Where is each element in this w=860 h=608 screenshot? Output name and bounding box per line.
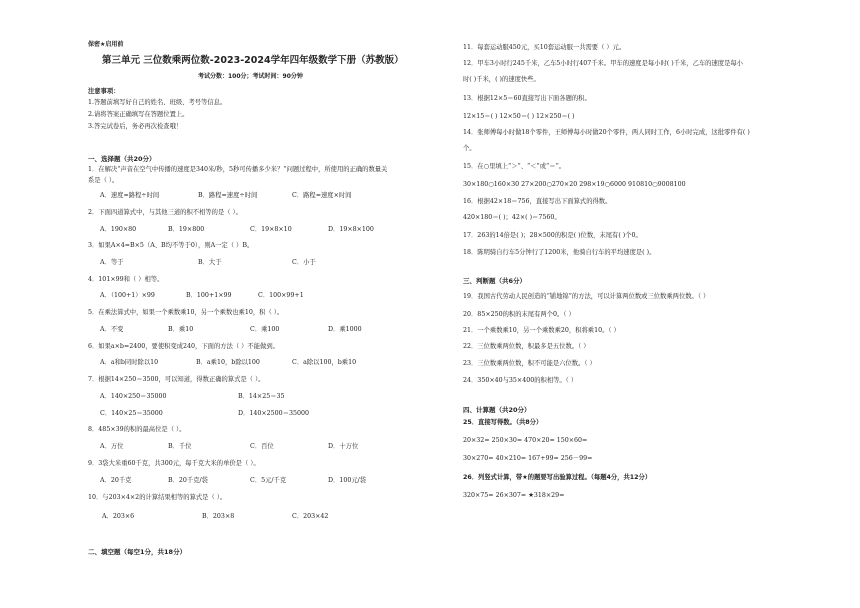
calc-row: 20×32= 250×30= 470×20= 150×60= — [463, 437, 588, 444]
judge-line: 19．我国古代劳动人民创造的“铺地锦”的方法，可以计算两位数或三位数乘两位数。（ ） — [463, 293, 710, 300]
option: A．203×6 — [102, 513, 135, 520]
judge-line: 22．三位数乘两位数，积最多是五位数。（ ） — [463, 343, 590, 350]
fill-line: 18．陈明骑自行车5分钟行了1200米，他骑自行车的平均速度是( )。 — [463, 249, 656, 256]
fill-line: 17．263的14倍是( )；28×500的积是( )位数，末尾有( )个0。 — [463, 232, 642, 239]
fill-line: 12×15＝( ) 12×50＝( ) 12×250＝( ) — [463, 113, 575, 120]
option: A．（100+1）×99 — [100, 292, 155, 299]
exam-info: 考试分数：100分；考试时间：90分钟 — [198, 73, 303, 80]
fill-line: 30×180○160×30 27×200○270×20 298×19○6000 910810○9008100 — [463, 181, 686, 188]
option: B．100+1×99 — [186, 292, 232, 299]
question-stem: 7．根据14×250＝3500，可以知道，得数正确的算式是（ ）。 — [88, 376, 265, 383]
calc-q25-heading: 25．直接写得数。（共8分） — [463, 419, 543, 426]
option: C．140×25＝35000 — [100, 410, 163, 417]
fill-line: 16．根据42×18＝756，直接写出下面算式的得数。 — [463, 198, 612, 205]
fill-line: 420×180＝( )；42×( )＝7560。 — [463, 214, 561, 221]
option: C．路程=速度×时间 — [292, 192, 352, 199]
option: A．等于 — [100, 259, 124, 266]
note-item: 3.答完试卷后，务必再次检查哦！ — [88, 123, 183, 130]
fill-line: 13．根据12×5＝60直接写出下面各题的积。 — [463, 95, 591, 102]
judge-line: 20．85×250的积的末尾有两个0。（ ） — [463, 311, 575, 318]
fill-line: 时( )千米，( )的速度快些。 — [463, 76, 540, 83]
option: C．19×8×10 — [250, 226, 292, 233]
notes-heading: 注意事项： — [88, 88, 120, 95]
option: A．190×80 — [100, 226, 137, 233]
option: D．十万位 — [328, 443, 359, 450]
question-stem: 9．3袋大米重60千克，共300元，每千克大米的单价是（ ）。 — [88, 460, 260, 467]
option: A．速度=路程÷时间 — [100, 192, 160, 199]
judge-line: 23．三位数乘两位数，积不可能是六位数。（ ） — [463, 360, 596, 367]
option: A．20千克 — [100, 477, 132, 484]
option: C．a除以100，b乘10 — [292, 359, 357, 366]
option: B．14×25＝35 — [238, 393, 285, 400]
option: C．203×42 — [292, 513, 329, 520]
option: C．百位 — [250, 443, 274, 450]
option: C．乘100 — [250, 326, 280, 333]
question-stem: 10．与203×4×2的计算结果相等的算式是（ ）。 — [88, 494, 227, 501]
note-item: 1.答题前填写好自己的姓名、班级、考号等信息。 — [88, 99, 227, 106]
question-stem: 5．在乘法算式中，如果一个乘数乘10，另一个乘数也乘10，积（ ）。 — [88, 309, 284, 316]
option: B．a乘10，b除以100 — [196, 359, 260, 366]
fill-line: 11．每套运动服450元，买10套运动服一共需要（ ）元。 — [463, 44, 626, 51]
option: D．100元/袋 — [328, 477, 367, 484]
option: A．140×250＝35000 — [100, 393, 167, 400]
page-title: 第三单元 三位数乘两位数-2023-2024学年四年级数学下册（苏教版） — [102, 55, 404, 66]
fill-line: 12．甲车3小时行245千米，乙车5小时行407千米。甲车的速度是每小时( )千米，乙车的速度是每小 — [463, 60, 743, 67]
calc-row: 320×75= 26×307= ★318×29= — [463, 492, 565, 499]
option: B．乘10 — [168, 326, 194, 333]
fill-line: 14．张师傅每小时做18个零件，王师傅每小时做20个零件，两人同时工作，6小时完成，这批零件有( ) — [463, 129, 750, 136]
option: B．千位 — [168, 443, 192, 450]
option: A．a和b同时除以10 — [100, 359, 159, 366]
option: B．19×800 — [168, 226, 205, 233]
option: A．万位 — [100, 443, 124, 450]
option: D．乘1000 — [328, 326, 362, 333]
option: C．小于 — [292, 259, 316, 266]
section-choice-heading: 一、选择题（共20分） — [88, 155, 156, 163]
option: C．5元/千克 — [250, 477, 287, 484]
judge-line: 21．一个乘数乘10，另一个乘数乘20，积将乘10。（ ） — [463, 327, 620, 334]
question-stem: 6．如果a×b=2400，要使积变成240，下面的方法（ ）不能做到。 — [88, 343, 279, 350]
option: B．大于 — [198, 259, 222, 266]
question-stem: 2．下面四道算式中，与其他三道的积不相等的是（ ）。 — [88, 209, 242, 216]
question-stem: 3．如果A×4=B×5（A、B均不等于0），则A一定（ ）B。 — [88, 242, 254, 249]
section-calc-heading: 四、计算题（共20分） — [463, 406, 531, 414]
note-item: 2.请将答案正确填写在答题位置上。 — [88, 111, 189, 118]
option: C．100×99+1 — [258, 292, 304, 299]
secret-label: 保密★启用前 — [88, 41, 124, 48]
question-stem: 4．101×99和（ ）相等。 — [88, 276, 164, 283]
question-stem: 1．在解决“声音在空气中传播的速度是340米/秒，5秒可传播多少米？”问题过程中，所使用的正确的数量关 — [88, 166, 388, 173]
fill-line: 15．在○里填上“＞”、“＜”或“＝”。 — [463, 163, 566, 170]
option: B．20千克/袋 — [168, 477, 208, 484]
section-judge-heading: 三、判断题（共6分） — [463, 277, 527, 285]
question-stem: 系是（ ）。 — [88, 177, 119, 184]
question-stem: 8．485×39的积的最高位是（ ）。 — [88, 426, 186, 433]
section-fill-heading: 二、填空题（每空1分，共18分） — [88, 548, 187, 556]
option: A．不变 — [100, 326, 124, 333]
judge-line: 24．350×40与35×400的积相等。（ ） — [463, 377, 578, 384]
option: B．路程=速度÷时间 — [198, 192, 258, 199]
option: B．203×8 — [202, 513, 235, 520]
calc-row: 30×270= 40×210= 167+99= 256－99= — [463, 455, 593, 462]
fill-line: 个。 — [463, 145, 476, 152]
option: D．140×2500＝35000 — [238, 410, 309, 417]
option: D．19×8×100 — [328, 226, 374, 233]
calc-q26-heading: 26．列竖式计算，带★的题要写出验算过程。（每题4分，共12分） — [463, 474, 652, 481]
